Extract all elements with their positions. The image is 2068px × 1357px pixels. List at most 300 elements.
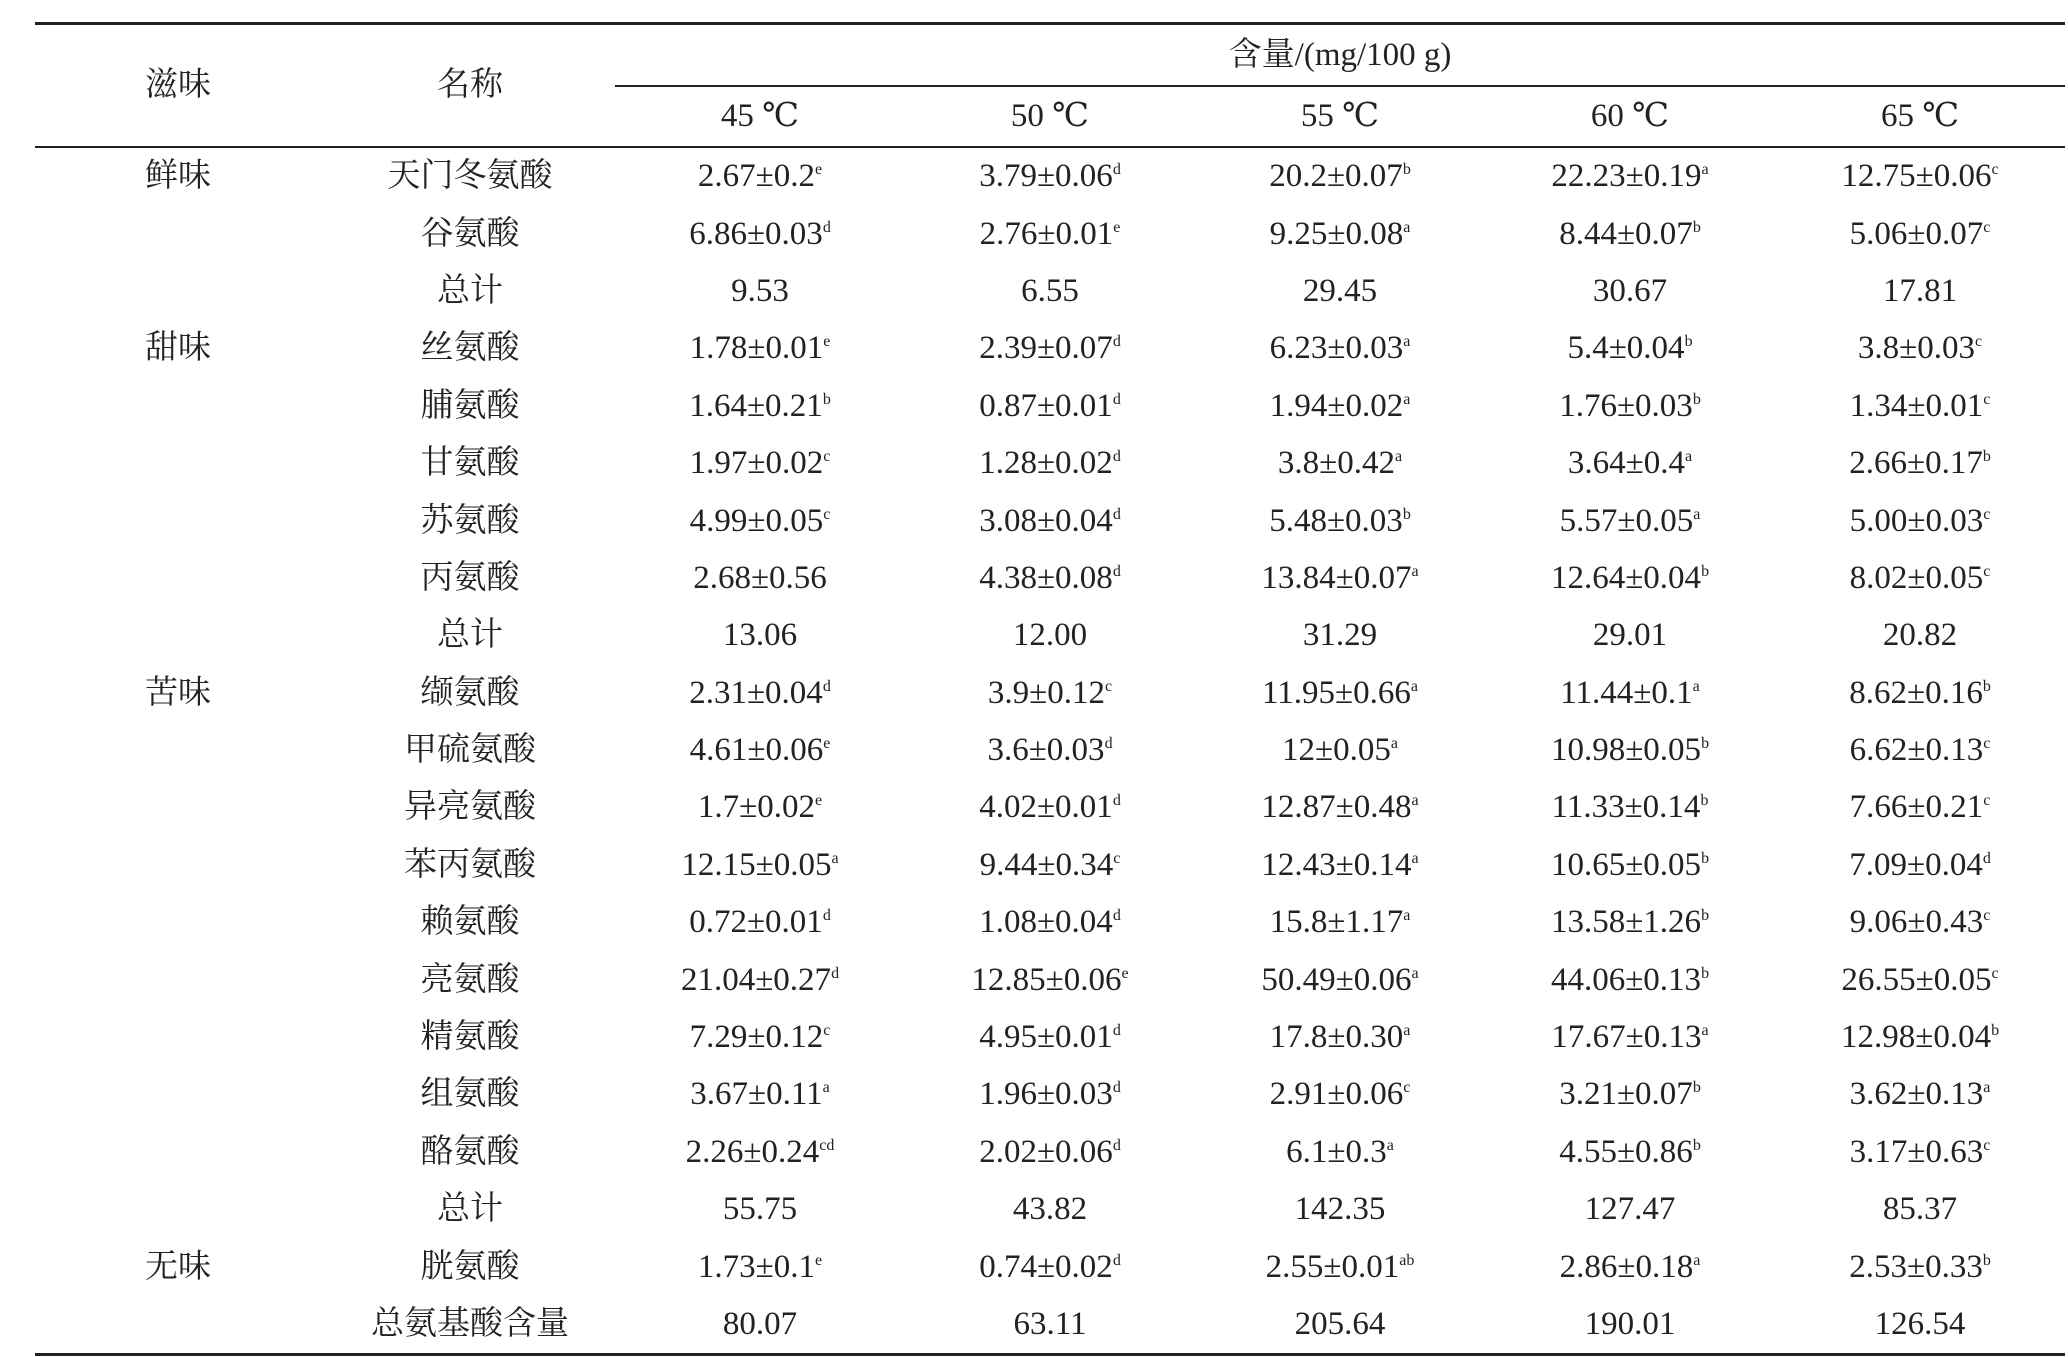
- value-cell: [905, 147, 1195, 205]
- value-cell: [1195, 1238, 1485, 1295]
- significance-letter: a: [1411, 562, 1419, 580]
- value-text: 6.86±0.03: [689, 215, 823, 252]
- value-text: 1.78±0.01: [689, 330, 824, 367]
- value-text: 11.95±0.66: [1262, 674, 1411, 711]
- value-text: 12.15±0.05: [681, 846, 832, 883]
- table-row: [35, 607, 2065, 664]
- value-text: 7.09±0.04: [1849, 846, 1983, 883]
- value-text: 17.67±0.13: [1551, 1019, 1702, 1056]
- value-text: 1.08±0.04: [979, 904, 1113, 941]
- value-text: 43.82: [1012, 1191, 1088, 1228]
- table-row: [35, 147, 2065, 205]
- significance-letter: e: [823, 333, 831, 351]
- significance-letter: a: [822, 1079, 830, 1097]
- value-text: 2.55±0.01: [1265, 1248, 1400, 1285]
- value-cell: [1485, 894, 1775, 951]
- value-text: 2.31±0.04: [689, 674, 823, 711]
- significance-letter: e: [815, 1251, 823, 1269]
- value-cell: [1775, 722, 2065, 779]
- table-row: [35, 263, 2065, 320]
- table-row: [35, 837, 2065, 894]
- table-row: [35, 894, 2065, 951]
- value-cell: [905, 951, 1195, 1008]
- amino-acid-table: [35, 22, 2065, 1356]
- value-cell: [1485, 492, 1775, 549]
- value-cell: [1775, 205, 2065, 262]
- significance-letter: c: [1975, 333, 1983, 351]
- name-cell: 酪氨酸: [420, 1133, 520, 1170]
- value-cell: [615, 263, 905, 320]
- significance-letter: d: [1112, 505, 1121, 523]
- significance-letter: a: [1395, 448, 1403, 466]
- value-text: 2.67±0.2: [697, 158, 815, 195]
- value-cell: [1775, 378, 2065, 435]
- value-text: 5.4±0.04: [1567, 330, 1685, 367]
- value-text: 6.1±0.3: [1286, 1133, 1387, 1170]
- significance-letter: a: [1685, 448, 1693, 466]
- value-text: 12.00: [1012, 617, 1088, 654]
- value-text: 8.02±0.05: [1849, 559, 1984, 596]
- significance-letter: a: [831, 849, 839, 867]
- significance-letter: b: [1701, 562, 1710, 580]
- value-cell: [1195, 607, 1485, 664]
- name-cell: 亮氨酸: [420, 961, 520, 998]
- significance-letter: c: [1105, 677, 1113, 695]
- value-cell: [1195, 1066, 1485, 1123]
- value-text: 3.8±0.42: [1277, 445, 1395, 482]
- taste-cell: [35, 951, 325, 1008]
- value-cell: [905, 263, 1195, 320]
- value-text: 0.87±0.01: [979, 387, 1113, 424]
- value-cell: [1775, 607, 2065, 664]
- value-text: 50.49±0.06: [1261, 961, 1412, 998]
- significance-letter: a: [1983, 1079, 1991, 1097]
- header-content: 含量/(mg/100 g): [615, 24, 2065, 87]
- significance-letter: b: [1402, 505, 1411, 523]
- value-cell: [1195, 779, 1485, 836]
- name-cell: 甘氨酸: [420, 445, 520, 482]
- amino-acid-table-container: [35, 22, 2065, 1356]
- table-row: [35, 1181, 2065, 1238]
- value-cell: [1195, 378, 1485, 435]
- significance-letter: e: [1121, 964, 1129, 982]
- value-cell: [1195, 837, 1485, 894]
- significance-letter: d: [1112, 1079, 1121, 1097]
- significance-letter: c: [823, 448, 831, 466]
- value-text: 205.64: [1294, 1306, 1386, 1342]
- name-cell: 总氨基酸含量: [325, 1296, 615, 1355]
- significance-letter: d: [1112, 161, 1121, 179]
- value-text: 8.44±0.07: [1559, 215, 1693, 252]
- value-cell: [1775, 320, 2065, 377]
- value-text: 6.23±0.03: [1269, 330, 1404, 367]
- value-text: 4.99±0.05: [689, 502, 824, 539]
- value-cell: [1195, 550, 1485, 607]
- significance-letter: d: [1112, 333, 1121, 351]
- value-cell: [1485, 205, 1775, 262]
- value-cell: [615, 1066, 905, 1123]
- value-text: 12±0.05: [1282, 732, 1391, 769]
- value-text: 31.29: [1302, 617, 1378, 654]
- value-cell: [905, 1009, 1195, 1066]
- value-text: 10.98±0.05: [1550, 732, 1702, 769]
- significance-letter: d: [1112, 1251, 1121, 1269]
- significance-letter: b: [1982, 677, 1991, 695]
- significance-letter: a: [1410, 677, 1418, 695]
- header-temp-65: 65 ℃: [1775, 86, 2065, 147]
- value-cell: [905, 722, 1195, 779]
- significance-letter: c: [823, 1022, 831, 1040]
- header-temp-60: 60 ℃: [1485, 86, 1775, 147]
- value-text: 80.07: [722, 1306, 798, 1342]
- value-text: 4.95±0.01: [979, 1019, 1113, 1056]
- significance-letter: d: [1112, 1022, 1121, 1040]
- value-cell: [1195, 263, 1485, 320]
- value-cell: [1485, 1296, 1775, 1355]
- significance-letter: a: [1411, 849, 1419, 867]
- table-row: [35, 1238, 2065, 1295]
- significance-letter: d: [1104, 735, 1113, 753]
- value-cell: [1775, 665, 2065, 722]
- value-text: 4.55±0.86: [1559, 1133, 1693, 1170]
- value-text: 9.53: [731, 272, 789, 309]
- value-cell: [905, 205, 1195, 262]
- taste-cell: [35, 1181, 325, 1238]
- value-text: 1.28±0.02: [979, 445, 1113, 482]
- table-row: [35, 435, 2065, 492]
- value-cell: [615, 894, 905, 951]
- significance-letter: b: [1692, 390, 1701, 408]
- value-cell: [1195, 722, 1485, 779]
- name-cell: 总计: [437, 272, 503, 309]
- value-cell: [905, 378, 1195, 435]
- value-text: 1.94±0.02: [1269, 387, 1404, 424]
- significance-letter: cd: [819, 1136, 835, 1154]
- value-text: 12.43±0.14: [1261, 846, 1412, 883]
- taste-cell: 甜味: [145, 330, 211, 367]
- significance-letter: b: [1692, 1079, 1701, 1097]
- value-cell: [615, 1009, 905, 1066]
- value-text: 127.47: [1584, 1191, 1676, 1228]
- value-text: 6.62±0.13: [1849, 732, 1984, 769]
- table-row: [35, 1124, 2065, 1181]
- value-cell: [615, 1181, 905, 1238]
- value-text: 2.53±0.33: [1849, 1248, 1983, 1285]
- value-cell: [1195, 320, 1485, 377]
- value-text: 142.35: [1294, 1191, 1386, 1228]
- significance-letter: a: [1386, 1136, 1394, 1154]
- significance-letter: a: [1411, 792, 1419, 810]
- significance-letter: b: [1701, 849, 1710, 867]
- value-text: 5.48±0.03: [1269, 502, 1403, 539]
- significance-letter: c: [1403, 1079, 1411, 1097]
- header-temp-55: 55 ℃: [1195, 86, 1485, 147]
- value-text: 0.72±0.01: [689, 904, 823, 941]
- significance-letter: d: [1982, 849, 1991, 867]
- significance-letter: c: [1991, 161, 1999, 179]
- value-text: 13.58±1.26: [1550, 904, 1702, 941]
- value-text: 63.11: [1013, 1306, 1087, 1342]
- value-cell: [1485, 1124, 1775, 1181]
- significance-letter: d: [1112, 390, 1121, 408]
- significance-letter: b: [1982, 448, 1991, 466]
- value-cell: [1195, 205, 1485, 262]
- table-row: [35, 722, 2065, 779]
- value-cell: [1485, 607, 1775, 664]
- significance-letter: b: [1692, 1136, 1701, 1154]
- value-text: 5.00±0.03: [1849, 502, 1984, 539]
- taste-cell: [35, 1124, 325, 1181]
- significance-letter: c: [1983, 792, 1991, 810]
- value-text: 26.55±0.05: [1841, 961, 1992, 998]
- value-cell: [1485, 378, 1775, 435]
- value-text: 126.54: [1874, 1306, 1966, 1342]
- value-cell: [1485, 320, 1775, 377]
- taste-cell: [35, 492, 325, 549]
- name-cell: 苏氨酸: [420, 502, 520, 539]
- taste-cell: 鲜味: [145, 158, 211, 195]
- value-cell: [1775, 1124, 2065, 1181]
- value-cell: [1195, 894, 1485, 951]
- taste-cell: [35, 263, 325, 320]
- name-cell: 甲硫氨酸: [404, 732, 536, 769]
- value-text: 15.8±1.17: [1269, 904, 1404, 941]
- significance-letter: b: [1701, 735, 1710, 753]
- taste-cell: [35, 607, 325, 664]
- significance-letter: d: [822, 907, 831, 925]
- value-cell: [1485, 722, 1775, 779]
- table-row: [35, 550, 2065, 607]
- name-cell: 总计: [437, 1191, 503, 1228]
- value-cell: [1485, 263, 1775, 320]
- value-cell: [615, 779, 905, 836]
- value-cell: [905, 607, 1195, 664]
- significance-letter: d: [1112, 792, 1121, 810]
- value-cell: [1485, 951, 1775, 1008]
- significance-letter: d: [1112, 562, 1121, 580]
- value-cell: [1485, 147, 1775, 205]
- value-text: 3.21±0.07: [1559, 1076, 1693, 1113]
- value-cell: [905, 1238, 1195, 1295]
- value-cell: [905, 320, 1195, 377]
- value-text: 0.74±0.02: [979, 1248, 1113, 1285]
- value-cell: [905, 550, 1195, 607]
- value-cell: [905, 492, 1195, 549]
- value-cell: [1195, 435, 1485, 492]
- significance-letter: a: [1390, 735, 1398, 753]
- significance-letter: b: [1701, 964, 1710, 982]
- value-cell: [615, 1124, 905, 1181]
- value-text: 9.44±0.34: [979, 846, 1114, 883]
- significance-letter: e: [1113, 218, 1121, 236]
- table-row: [35, 205, 2065, 262]
- value-cell: [905, 1181, 1195, 1238]
- value-text: 1.64±0.21: [689, 387, 823, 424]
- value-cell: [905, 779, 1195, 836]
- value-cell: [1775, 147, 2065, 205]
- value-cell: [905, 1296, 1195, 1355]
- significance-letter: a: [1411, 964, 1419, 982]
- value-text: 55.75: [722, 1191, 798, 1228]
- name-cell: 丙氨酸: [420, 559, 520, 596]
- taste-cell: [35, 894, 325, 951]
- name-cell: 脯氨酸: [420, 387, 520, 424]
- value-text: 5.06±0.07: [1849, 215, 1984, 252]
- value-text: 10.65±0.05: [1550, 846, 1702, 883]
- value-text: 2.02±0.06: [979, 1133, 1113, 1170]
- value-text: 3.08±0.04: [979, 502, 1113, 539]
- header-temp-50: 50 ℃: [905, 86, 1195, 147]
- significance-letter: d: [822, 218, 831, 236]
- taste-cell: [35, 205, 325, 262]
- name-cell: 苯丙氨酸: [404, 846, 536, 883]
- header-taste: 滋味: [35, 24, 325, 148]
- value-text: 2.76±0.01: [979, 215, 1114, 252]
- value-cell: [1485, 435, 1775, 492]
- taste-cell: [35, 550, 325, 607]
- value-text: 3.64±0.4: [1567, 445, 1685, 482]
- value-text: 1.96±0.03: [979, 1076, 1113, 1113]
- value-cell: [615, 550, 905, 607]
- value-cell: [1485, 1238, 1775, 1295]
- value-text: 2.66±0.17: [1849, 445, 1983, 482]
- significance-letter: a: [1403, 1022, 1411, 1040]
- value-text: 11.33±0.14: [1551, 789, 1701, 826]
- value-text: 12.85±0.06: [971, 961, 1122, 998]
- value-cell: [615, 435, 905, 492]
- value-cell: [1195, 1181, 1485, 1238]
- taste-cell: 无味: [145, 1248, 211, 1285]
- significance-letter: a: [1692, 677, 1700, 695]
- value-cell: [615, 1296, 905, 1355]
- value-text: 1.73±0.1: [697, 1248, 815, 1285]
- taste-cell: [35, 435, 325, 492]
- significance-letter: d: [822, 677, 831, 695]
- significance-letter: b: [1982, 1251, 1991, 1269]
- value-cell: [905, 1124, 1195, 1181]
- name-cell: 胱氨酸: [420, 1248, 520, 1285]
- taste-cell: [35, 722, 325, 779]
- name-cell: 精氨酸: [420, 1019, 520, 1056]
- taste-cell: [35, 378, 325, 435]
- value-cell: [1775, 263, 2065, 320]
- value-text: 4.38±0.08: [979, 559, 1113, 596]
- significance-letter: c: [1983, 218, 1991, 236]
- value-cell: [615, 607, 905, 664]
- value-cell: [1775, 894, 2065, 951]
- value-text: 2.39±0.07: [979, 330, 1113, 367]
- table-row: [35, 779, 2065, 836]
- value-text: 4.61±0.06: [689, 732, 824, 769]
- value-cell: [905, 665, 1195, 722]
- significance-letter: b: [1402, 161, 1411, 179]
- value-text: 3.67±0.11: [690, 1076, 823, 1113]
- value-text: 11.44±0.1: [1560, 674, 1693, 711]
- significance-letter: b: [1991, 1022, 2000, 1040]
- table-row: [35, 665, 2065, 722]
- name-cell: 丝氨酸: [420, 330, 520, 367]
- table-row: [35, 492, 2065, 549]
- value-cell: [1485, 1066, 1775, 1123]
- value-cell: [1775, 550, 2065, 607]
- value-text: 5.57±0.05: [1559, 502, 1694, 539]
- taste-cell: [35, 1009, 325, 1066]
- value-cell: [1485, 779, 1775, 836]
- significance-letter: a: [1403, 333, 1411, 351]
- value-cell: [1485, 1181, 1775, 1238]
- value-cell: [615, 951, 905, 1008]
- value-cell: [1775, 837, 2065, 894]
- value-cell: [615, 205, 905, 262]
- taste-cell: 苦味: [145, 674, 211, 711]
- value-text: 4.02±0.01: [979, 789, 1113, 826]
- value-cell: [1775, 1009, 2065, 1066]
- significance-letter: a: [1693, 505, 1701, 523]
- taste-cell: [35, 837, 325, 894]
- value-cell: [1195, 147, 1485, 205]
- name-cell: 天门冬氨酸: [387, 158, 553, 195]
- value-text: 8.62±0.16: [1849, 674, 1983, 711]
- value-text: 2.91±0.06: [1269, 1076, 1404, 1113]
- value-cell: [1775, 1066, 2065, 1123]
- significance-letter: a: [1701, 161, 1709, 179]
- significance-letter: e: [815, 161, 823, 179]
- value-text: 7.66±0.21: [1849, 789, 1984, 826]
- value-cell: [615, 378, 905, 435]
- value-cell: [905, 837, 1195, 894]
- significance-letter: b: [1701, 907, 1710, 925]
- value-cell: [615, 320, 905, 377]
- significance-letter: a: [1693, 1251, 1701, 1269]
- value-cell: [615, 492, 905, 549]
- significance-letter: b: [1700, 792, 1709, 810]
- value-cell: [1195, 665, 1485, 722]
- value-cell: [1775, 435, 2065, 492]
- table-header: [35, 24, 2065, 148]
- taste-cell: [35, 1296, 325, 1355]
- value-cell: [1195, 1124, 1485, 1181]
- value-text: 20.82: [1882, 617, 1958, 654]
- significance-letter: c: [1983, 1136, 1991, 1154]
- significance-letter: d: [1112, 907, 1121, 925]
- value-cell: [1485, 550, 1775, 607]
- value-text: 3.17±0.63: [1849, 1133, 1984, 1170]
- name-cell: 谷氨酸: [420, 215, 520, 252]
- value-text: 2.26±0.24: [685, 1133, 820, 1170]
- significance-letter: c: [1983, 505, 1991, 523]
- value-text: 2.86±0.18: [1559, 1248, 1694, 1285]
- value-cell: [615, 837, 905, 894]
- significance-letter: a: [1403, 390, 1411, 408]
- significance-letter: a: [1403, 907, 1411, 925]
- value-text: 22.23±0.19: [1551, 158, 1702, 195]
- value-cell: [1775, 1238, 2065, 1295]
- significance-letter: ab: [1399, 1251, 1415, 1269]
- value-cell: [1775, 779, 2065, 836]
- value-cell: [1485, 665, 1775, 722]
- taste-cell: [35, 1066, 325, 1123]
- value-text: 3.9±0.12: [987, 674, 1105, 711]
- value-cell: [905, 1066, 1195, 1123]
- value-cell: [1485, 1009, 1775, 1066]
- value-text: 13.06: [722, 617, 798, 654]
- value-text: 12.87±0.48: [1261, 789, 1412, 826]
- value-text: 85.37: [1882, 1191, 1958, 1228]
- significance-letter: e: [815, 792, 823, 810]
- value-text: 9.25±0.08: [1269, 215, 1404, 252]
- value-text: 3.62±0.13: [1849, 1076, 1984, 1113]
- value-text: 30.67: [1592, 272, 1668, 309]
